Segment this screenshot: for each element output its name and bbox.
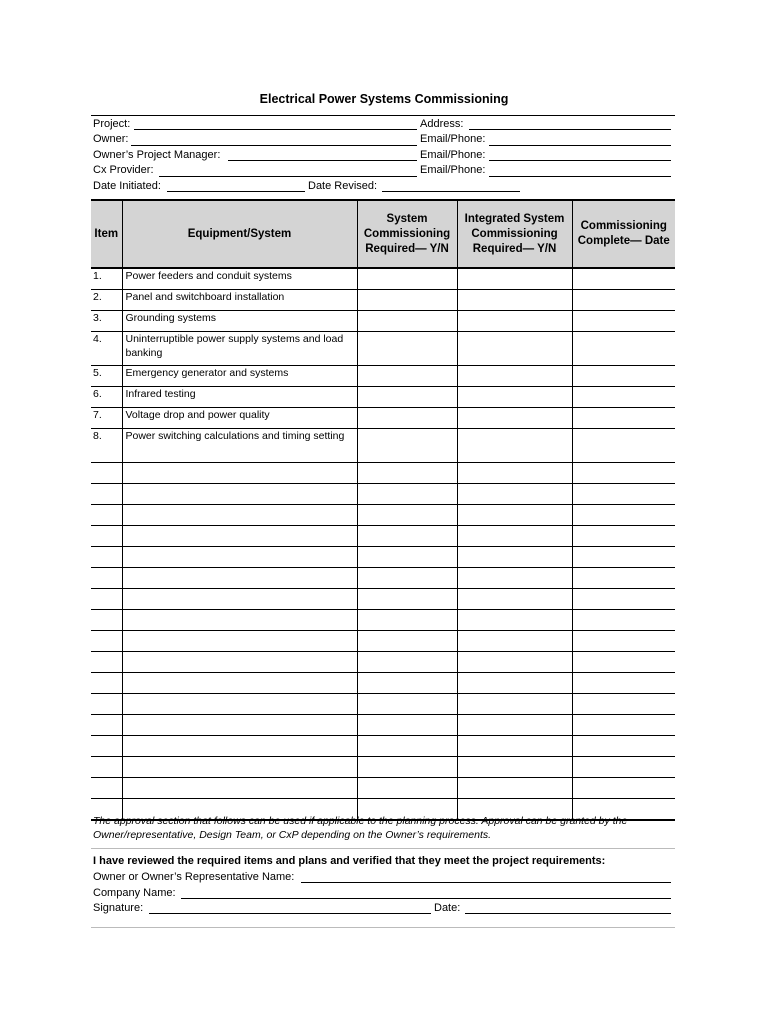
date-initiated-field[interactable] xyxy=(167,191,305,192)
item-number-cell[interactable] xyxy=(91,463,122,484)
cx-complete-cell[interactable] xyxy=(572,547,675,568)
date-revised-field[interactable] xyxy=(382,191,520,192)
integrated-cx-cell[interactable] xyxy=(457,463,572,484)
integrated-cx-cell[interactable] xyxy=(457,610,572,631)
equipment-column-header: Equipment/System xyxy=(122,200,357,268)
system-cx-cell[interactable] xyxy=(357,290,457,311)
equipment-name: Emergency generator and systems xyxy=(122,366,357,387)
owner-label: Owner: xyxy=(93,133,129,145)
cx-complete-cell[interactable] xyxy=(572,311,675,332)
table-row xyxy=(91,366,675,387)
equipment-name-cell[interactable] xyxy=(122,778,357,799)
item-number: 1. xyxy=(91,268,122,290)
item-number-cell[interactable] xyxy=(91,484,122,505)
system-cx-cell[interactable] xyxy=(357,778,457,799)
rep-name-label: Owner or Owner’s Representative Name: xyxy=(93,871,295,883)
blank-table-row xyxy=(91,589,675,610)
cx-complete-cell[interactable] xyxy=(572,589,675,610)
signature-field[interactable] xyxy=(149,913,431,914)
cx-complete-column-header: Commissioning Complete— Date xyxy=(572,200,675,268)
table-row xyxy=(91,429,675,463)
blank-table-row xyxy=(91,610,675,631)
item-number-cell[interactable] xyxy=(91,757,122,778)
cx-complete-cell[interactable] xyxy=(572,610,675,631)
integrated-cx-cell[interactable] xyxy=(457,290,572,311)
date-label: Date: xyxy=(434,902,461,914)
system-cx-cell[interactable] xyxy=(357,387,457,408)
cx-provider-label: Cx Provider: xyxy=(93,164,154,176)
email-phone-field-1[interactable] xyxy=(489,145,671,146)
item-number-cell[interactable] xyxy=(91,610,122,631)
item-number-cell[interactable] xyxy=(91,589,122,610)
system-cx-cell[interactable] xyxy=(357,694,457,715)
system-cx-cell[interactable] xyxy=(357,631,457,652)
project-label: Project: xyxy=(93,118,131,130)
integrated-cx-cell[interactable] xyxy=(457,547,572,568)
equipment-name-cell[interactable] xyxy=(122,526,357,547)
table-row xyxy=(91,290,675,311)
equipment-name: Infrared testing xyxy=(122,387,357,408)
equipment-name-cell[interactable] xyxy=(122,547,357,568)
cx-complete-cell[interactable] xyxy=(572,429,675,463)
project-field[interactable] xyxy=(134,129,417,130)
integrated-cx-cell[interactable] xyxy=(457,736,572,757)
system-cx-cell[interactable] xyxy=(357,408,457,429)
system-cx-cell[interactable] xyxy=(357,736,457,757)
system-cx-cell[interactable] xyxy=(357,547,457,568)
owners-pm-field[interactable] xyxy=(228,160,417,161)
address-label: Address: xyxy=(420,118,464,130)
owner-field[interactable] xyxy=(131,145,417,146)
integrated-cx-cell[interactable] xyxy=(457,408,572,429)
blank-rows xyxy=(91,463,675,821)
integrated-cx-cell[interactable] xyxy=(457,332,572,366)
equipment-name-cell[interactable] xyxy=(122,610,357,631)
cx-complete-cell[interactable] xyxy=(572,652,675,673)
integrated-cx-cell[interactable] xyxy=(457,631,572,652)
integrated-cx-cell[interactable] xyxy=(457,589,572,610)
commissioning-table xyxy=(91,199,675,821)
equipment-name-cell[interactable] xyxy=(122,484,357,505)
blank-table-row xyxy=(91,673,675,694)
equipment-name: Panel and switchboard installation xyxy=(122,290,357,311)
integrated-cx-cell[interactable] xyxy=(457,694,572,715)
system-cx-cell[interactable] xyxy=(357,526,457,547)
approval-note: The approval section that follows can be used if applicable to the planning process. Approval can be granted by the Owner/representative, Design Team, or CxP depending on the Owner’s requirements. xyxy=(93,815,628,841)
blank-table-row xyxy=(91,715,675,736)
item-number: 3. xyxy=(91,311,122,332)
blank-table-row xyxy=(91,778,675,799)
equipment-name: Power feeders and conduit systems xyxy=(122,268,357,290)
address-field[interactable] xyxy=(469,129,671,130)
integrated-cx-column-header: Integrated System Commissioning Required— Y/N xyxy=(457,200,572,268)
item-number-cell[interactable] xyxy=(91,736,122,757)
system-cx-cell[interactable] xyxy=(357,757,457,778)
date-revised-label: Date Revised: xyxy=(308,180,378,192)
system-cx-cell[interactable] xyxy=(357,589,457,610)
table-row xyxy=(91,332,675,366)
equipment-name-cell[interactable] xyxy=(122,589,357,610)
cx-complete-cell[interactable] xyxy=(572,568,675,589)
cx-complete-cell[interactable] xyxy=(572,332,675,366)
email-phone-label-1: Email/Phone: xyxy=(420,133,486,145)
item-number-cell[interactable] xyxy=(91,673,122,694)
page-title: Electrical Power Systems Commissioning xyxy=(259,92,509,106)
integrated-cx-cell[interactable] xyxy=(457,757,572,778)
cx-complete-cell[interactable] xyxy=(572,290,675,311)
blank-table-row xyxy=(91,526,675,547)
item-number: 2. xyxy=(91,290,122,311)
item-number-cell[interactable] xyxy=(91,694,122,715)
blank-table-row xyxy=(91,757,675,778)
integrated-cx-cell[interactable] xyxy=(457,505,572,526)
item-number-cell[interactable] xyxy=(91,631,122,652)
integrated-cx-cell[interactable] xyxy=(457,778,572,799)
email-phone-label-2: Email/Phone: xyxy=(420,149,486,161)
item-number-cell[interactable] xyxy=(91,652,122,673)
cx-complete-cell[interactable] xyxy=(572,366,675,387)
cx-complete-cell[interactable] xyxy=(572,757,675,778)
system-cx-cell[interactable] xyxy=(357,463,457,484)
table-row xyxy=(91,408,675,429)
item-number-cell[interactable] xyxy=(91,547,122,568)
cx-complete-cell[interactable] xyxy=(572,408,675,429)
cx-complete-cell[interactable] xyxy=(572,526,675,547)
system-cx-cell[interactable] xyxy=(357,568,457,589)
cx-complete-cell[interactable] xyxy=(572,505,675,526)
integrated-cx-cell[interactable] xyxy=(457,526,572,547)
system-cx-cell[interactable] xyxy=(357,715,457,736)
system-cx-cell[interactable] xyxy=(357,366,457,387)
equipment-name-cell[interactable] xyxy=(122,463,357,484)
integrated-cx-cell[interactable] xyxy=(457,715,572,736)
integrated-cx-cell[interactable] xyxy=(457,652,572,673)
blank-table-row xyxy=(91,631,675,652)
integrated-cx-cell[interactable] xyxy=(457,387,572,408)
equipment-name: Voltage drop and power quality xyxy=(122,408,357,429)
cx-complete-cell[interactable] xyxy=(572,778,675,799)
integrated-cx-cell[interactable] xyxy=(457,673,572,694)
cx-complete-cell[interactable] xyxy=(572,463,675,484)
system-cx-cell[interactable] xyxy=(357,429,457,463)
system-cx-column-header: System Commissioning Required— Y/N xyxy=(357,200,457,268)
item-number-cell[interactable] xyxy=(91,715,122,736)
blank-table-row xyxy=(91,652,675,673)
blank-table-row xyxy=(91,568,675,589)
blank-table-row xyxy=(91,547,675,568)
blank-table-row xyxy=(91,505,675,526)
system-cx-cell[interactable] xyxy=(357,268,457,290)
equipment-name-cell[interactable] xyxy=(122,673,357,694)
date-initiated-label: Date Initiated: xyxy=(93,180,161,192)
rep-name-field[interactable] xyxy=(301,882,671,883)
item-number-cell[interactable] xyxy=(91,568,122,589)
item-number-cell[interactable] xyxy=(91,778,122,799)
cx-complete-cell[interactable] xyxy=(572,484,675,505)
integrated-cx-cell[interactable] xyxy=(457,484,572,505)
equipment-name-cell[interactable] xyxy=(122,652,357,673)
email-phone-label-3: Email/Phone: xyxy=(420,164,486,176)
equipment-name-cell[interactable] xyxy=(122,568,357,589)
table-header-row xyxy=(91,200,675,268)
cx-provider-field[interactable] xyxy=(159,176,417,177)
cx-complete-cell[interactable] xyxy=(572,694,675,715)
item-number: 7. xyxy=(91,408,122,429)
company-label: Company Name: xyxy=(93,887,176,899)
system-cx-cell[interactable] xyxy=(357,332,457,366)
system-cx-cell[interactable] xyxy=(357,484,457,505)
date-field[interactable] xyxy=(465,913,671,914)
equipment-name-cell[interactable] xyxy=(122,631,357,652)
item-number-cell[interactable] xyxy=(91,505,122,526)
equipment-name-cell[interactable] xyxy=(122,757,357,778)
note-divider xyxy=(91,848,675,849)
equipment-name: Grounding systems xyxy=(122,311,357,332)
system-cx-cell[interactable] xyxy=(357,652,457,673)
owners-pm-label: Owner’s Project Manager: xyxy=(93,149,221,161)
system-cx-cell[interactable] xyxy=(357,673,457,694)
cx-complete-cell[interactable] xyxy=(572,387,675,408)
integrated-cx-cell[interactable] xyxy=(457,366,572,387)
email-phone-field-3[interactable] xyxy=(489,176,671,177)
cx-complete-cell[interactable] xyxy=(572,631,675,652)
item-number: 5. xyxy=(91,366,122,387)
integrated-cx-cell[interactable] xyxy=(457,311,572,332)
table-row xyxy=(91,268,675,290)
blank-table-row xyxy=(91,736,675,757)
blank-table-row xyxy=(91,484,675,505)
table-row xyxy=(91,311,675,332)
signature-label: Signature: xyxy=(93,902,144,914)
item-number-cell[interactable] xyxy=(91,526,122,547)
integrated-cx-cell[interactable] xyxy=(457,429,572,463)
integrated-cx-cell[interactable] xyxy=(457,568,572,589)
item-number: 4. xyxy=(91,332,122,366)
equipment-name-cell[interactable] xyxy=(122,736,357,757)
system-cx-cell[interactable] xyxy=(357,505,457,526)
equipment-name: Uninterruptible power supply systems and load banking xyxy=(122,332,357,366)
header-top-rule xyxy=(91,115,675,116)
bottom-rule xyxy=(91,927,675,928)
blank-table-row xyxy=(91,694,675,715)
equipment-name-cell[interactable] xyxy=(122,715,357,736)
cx-complete-cell[interactable] xyxy=(572,673,675,694)
system-cx-cell[interactable] xyxy=(357,311,457,332)
cx-complete-cell[interactable] xyxy=(572,736,675,757)
equipment-name-cell[interactable] xyxy=(122,694,357,715)
cx-complete-cell[interactable] xyxy=(572,268,675,290)
review-statement: I have reviewed the required items and plans and verified that they meet the project requirements: xyxy=(93,855,606,867)
item-number: 8. xyxy=(91,429,122,463)
email-phone-field-2[interactable] xyxy=(489,160,671,161)
item-column-header: Item xyxy=(91,200,122,268)
table-row xyxy=(91,387,675,408)
equipment-name: Power switching calculations and timing setting xyxy=(122,429,357,463)
company-field[interactable] xyxy=(181,898,671,899)
item-number: 6. xyxy=(91,387,122,408)
cx-complete-cell[interactable] xyxy=(572,715,675,736)
integrated-cx-cell[interactable] xyxy=(457,268,572,290)
blank-table-row xyxy=(91,463,675,484)
system-cx-cell[interactable] xyxy=(357,610,457,631)
equipment-name-cell[interactable] xyxy=(122,505,357,526)
